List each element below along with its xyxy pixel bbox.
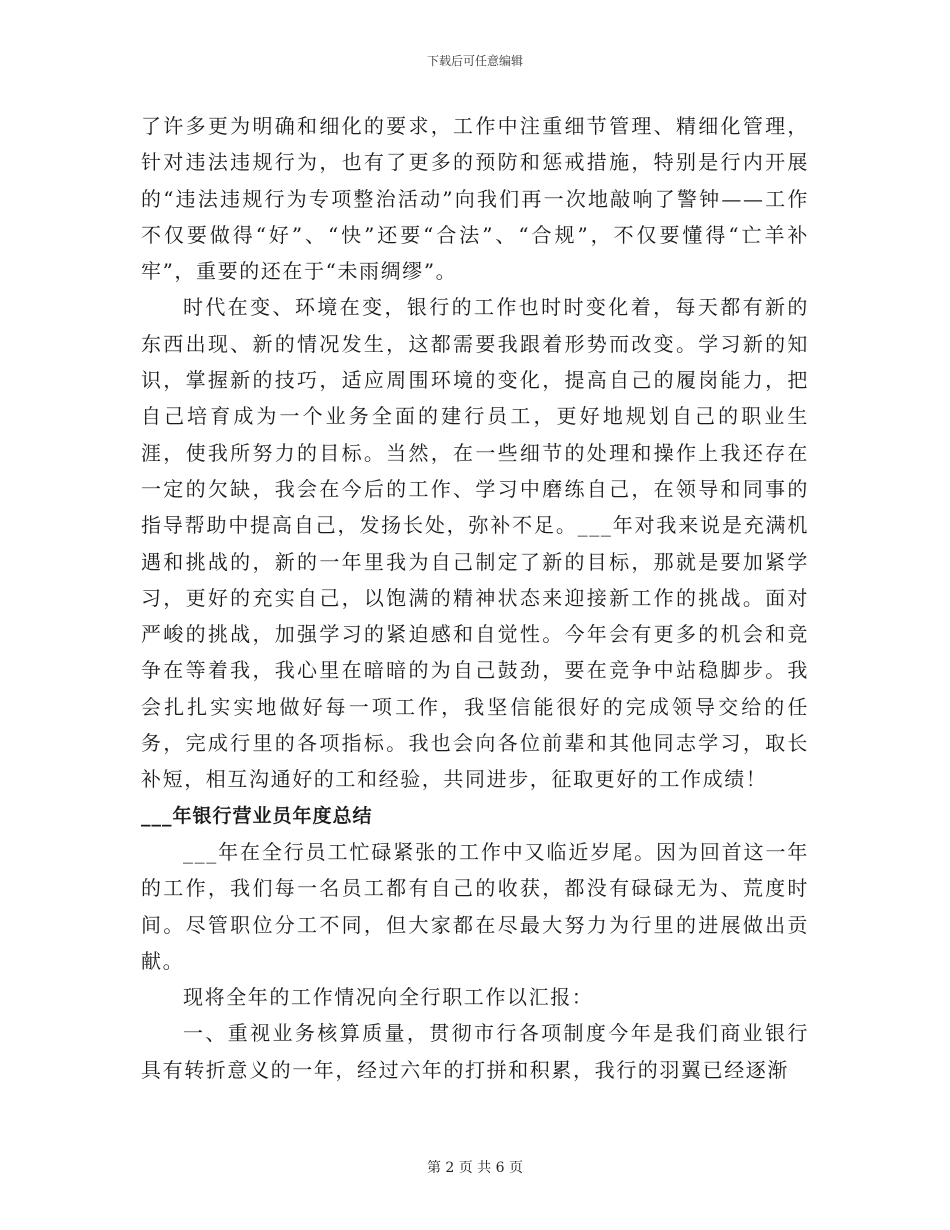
paragraph-1: 了许多更为明确和细化的要求，工作中注重细节管理、精细化管理，针对违法违规行为，也有了更多的预防和惩戒措施，特别是行内开展的“违法违规行为专项整治活动”向我们再一次地敲响了警钟——工作不仅要做得“好”、“快”还要“合法”、“合规”，不仅要懂得“亡羊补牢”，重要的还在于“未雨绸缪”。	[141, 114, 809, 284]
page-footer: 第 2 页 共 6 页	[426, 1160, 524, 1176]
paragraph-4: 现将全年的工作情况向全行职工作以汇报：	[183, 985, 594, 1010]
paragraph-2: 时代在变、环境在变，银行的工作也时时变化着，每天都有新的东西出现、新的情况发生，这都需要我跟着形势而改变。学习新的知识，掌握新的技巧，适应周围环境的变化，提高自己的履岗能力，把自己培育成为一个业务全面的建行员工，更好地规划自己的职业生涯，使我所努力的目标。当然，在一些细节的处理和操作上我还存在一定的欠缺，我会在今后的工作、学习中磨练自己，在领导和同事的指导帮助中提高自己，发扬长处，弥补不足。___年对我来说是充满机遇和挑战的，新的一年里我为自己制定了新的目标，那就是要加紧学习，更好的充实自己，以饱满的精神状态来迎接新工作的挑战。面对严峻的挑战，加强学习的紧迫感和自觉性。今年会有更多的机会和竞争在等着我，我心里在暗暗的为自己鼓劲，要在竞争中站稳脚步。我会扎扎实实地做好每一项工作，我坚信能很好的完成领导交给的任务，完成行里的各项指标。我也会向各位前辈和其他同志学习，取长补短，相互沟通好的工和经验，共同进步，征取更好的工作成绩！	[141, 295, 809, 792]
page-header: 下载后可任意编辑	[426, 54, 523, 68]
document-body	[141, 108, 809, 1088]
paragraph-5: 一、重视业务核算质量，贯彻市行各项制度今年是我们商业银行具有转折意义的一年，经过六年的打拼和积累，我行的羽翼已经逐渐	[141, 1021, 809, 1082]
section-title: ___年银行营业员年度总结	[141, 804, 373, 827]
paragraph-3: ___年在全行员工忙碌紧张的工作中又临近岁尾。因为回首这一年的工作，我们每一名员工都有自己的收获，都没有碌碌无为、荒度时间。尽管职位分工不同，但大家都在尽最大努力为行里的进展做出贡献。	[141, 839, 809, 973]
